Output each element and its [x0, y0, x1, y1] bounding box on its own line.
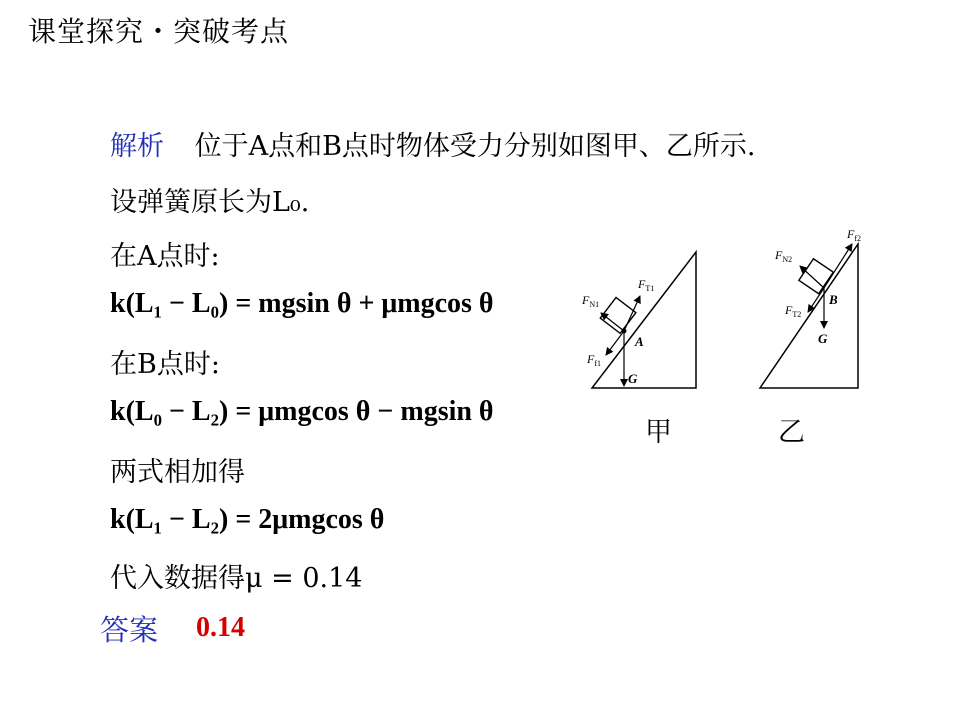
- figure-caption-jia: 甲: [645, 417, 672, 448]
- solution-line-5: 在B点时:: [110, 349, 220, 380]
- page-header: 课堂探究・突破考点: [28, 15, 290, 48]
- solution-line-3: 在A点时:: [110, 241, 220, 272]
- figure-yi: [760, 227, 861, 388]
- label-g-left: G: [628, 371, 638, 386]
- label-fn1: $F_{N1}$: [582, 293, 600, 309]
- label-g-right: G: [818, 331, 828, 346]
- answer-value: 0.14: [196, 612, 245, 643]
- label-ff2: $F_{f2}$: [847, 227, 862, 243]
- solution-intro: 位于A点和B点时物体受力分别如图甲、乙所示.: [194, 131, 756, 162]
- figure-jia: [581, 252, 696, 388]
- arrow-ff2: [824, 244, 852, 288]
- equation-2: k(L₀ − L₂) = μmgcos θ − mgsin θ: [110, 396, 494, 427]
- label-point-a: A: [635, 334, 644, 349]
- solution-line-9: 代入数据得μ = 0.14: [110, 563, 363, 594]
- label-ft2: $F_{T2}$: [785, 303, 802, 319]
- label-fn2: $F_{N2}$: [775, 248, 793, 264]
- solution-line-7: 两式相加得: [110, 457, 245, 488]
- label-ft1: $F_{T1}$: [638, 277, 655, 293]
- equation-1: k(L₁ − L₀) = mgsin θ + μmgcos θ: [110, 288, 494, 319]
- label-point-b: B: [829, 292, 838, 307]
- label-ff1: $F_{f1}$: [587, 352, 602, 368]
- figure-caption-yi: 乙: [778, 417, 805, 448]
- answer-label: 答案: [100, 613, 159, 647]
- solution-label: 解析: [110, 131, 164, 162]
- solution-line-2: 设弹簧原长为L₀.: [110, 187, 310, 218]
- equation-3: k(L₁ − L₂) = 2μmgcos θ: [110, 504, 385, 535]
- arrow-ff1: [606, 331, 624, 355]
